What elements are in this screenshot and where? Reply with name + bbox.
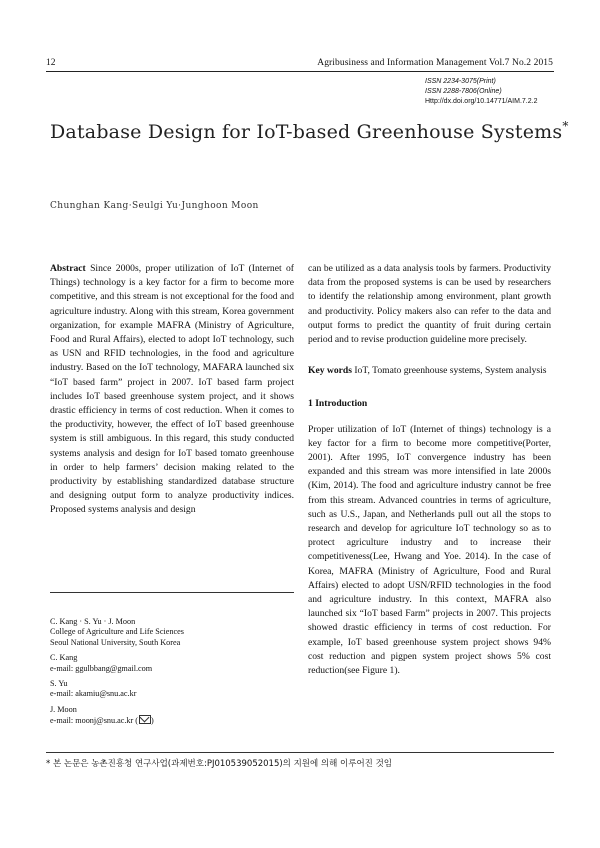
keywords-label: Key words	[308, 365, 352, 377]
page-number: 12	[46, 58, 56, 68]
author-kang	[50, 653, 300, 674]
author-kang-email[interactable]: e-mail: ggulbbang@gmail.com	[50, 663, 153, 673]
right-column	[308, 262, 551, 678]
funding-footnote: * 본 논문은 농촌진흥청 연구사업(과제번호:PJ010539052015)의 지원에 의해 이루어진 것임	[46, 759, 393, 769]
header-rule	[46, 71, 554, 72]
issn-print: ISSN 2234-3075(Print)	[425, 78, 496, 85]
affiliation-block	[50, 617, 300, 732]
abstract-left-column	[50, 262, 294, 518]
author-yu-email[interactable]: e-mail: akamiu@snu.ac.kr	[50, 689, 137, 699]
running-head: Agribusiness and Information Management Vol.7 No.2 2015	[317, 58, 553, 68]
keywords	[308, 364, 551, 378]
abstract-body-right: can be utilized as a data analysis tools by farmers. Productivity data from the proposed systems is can be used by researchers to identify the relationship among environment, plant growth and productivity. Policy makers also can refer to the data and output forms to predict the quantity of fruit during certain period and to revise production guideline more precisely.	[308, 263, 551, 346]
paper-title	[50, 121, 569, 143]
envelope-icon	[139, 715, 151, 724]
introduction-body: Proper utilization of IoT (Internet of things) technology is a key factor for a firm to become more competitive(Porter, 2001). After 1995, IoT convergence industry has been expanded and this stream was more intensified in late 2000s (Kim, 2014). The food and agriculture industry cannot be free from this stream. Advanced countries in terms of agriculture, such as U.S., Japan, and Netherlands pull out all the stops to research and develop for agriculture IoT technology so as to protect agriculture industry and to increase their competitiveness(Lee, Hwang and Yoe. 2014). In the case of Korea, MAFRA (Ministry of Agriculture, Food and Rural Affairs) elected to adopt USN/RFID technologies in the food and agriculture industry. In this context, MAFRA also launched six “IoT based Farm” projects in 2007. This projects showed drastic efficiency in terms of cost reduction. For example, IoT based greenhouse system project shows 94% cost reduction and pigpen system project shows 5% cost reduction(see Figure 1).	[308, 423, 551, 677]
abstract-label: Abstract	[50, 263, 86, 274]
affiliation-university: Seoul National University, South Korea	[50, 637, 181, 647]
author-kang-name: C. Kang	[50, 653, 78, 663]
affiliation-main	[50, 617, 300, 648]
doi-link[interactable]: Http://dx.doi.org/10.14771/AIM.7.2.2	[425, 98, 538, 105]
affiliation-rule	[50, 592, 294, 593]
keywords-text: IoT, Tomato greenhouse systems, System analysis	[351, 365, 547, 377]
issn-block	[425, 77, 537, 107]
issn-online: ISSN 2288-7806(Online)	[425, 88, 502, 95]
paper-title-text: Database Design for IoT-based Greenhouse Systems	[50, 121, 563, 143]
author-yu-name: S. Yu	[50, 679, 68, 689]
abstract-body-left: Since 2000s, proper utilization of IoT (Internet of Things) technology is a key factor for a firm to become more competitive, and this stream is not exceptional for the food and agriculture industry. Along with this stream, Korea government organization, for example MAFRA (Ministry of Agriculture, Food and Rural Affairs), elected to adopt IoT technology, such as USN and RFID technologies, in the food and agriculture industry. Based on the IoT technology, MAFARA launched six “IoT based farm” project in 2007. IoT based farm project includes IoT based greenhouse system project, and it shows drastic efficiency in terms of cost reduction. When it comes to the productivity, however, the effect of IoT based greenhouse system is still ambiguous. In this regard, this study conducted systems analysis and design for IoT based tomato greenhouse in order to help farmers’ decision making related to the productivity by establishing standardized database structure and designing output form to analyze productivity indices. Proposed systems analysis and design	[50, 263, 294, 516]
affiliation-authors: C. Kang · S. Yu · J. Moon	[50, 617, 136, 626]
author-moon	[50, 705, 300, 727]
author-yu	[50, 679, 300, 700]
author-moon-name: J. Moon	[50, 704, 77, 714]
abstract-paragraph	[50, 262, 294, 518]
footnote-rule	[46, 752, 554, 753]
title-footnote-marker[interactable]: *	[562, 119, 569, 133]
author-moon-email-close: )	[151, 716, 154, 726]
affiliation-college: College of Agriculture and Life Sciences	[50, 627, 184, 637]
author-moon-email[interactable]: e-mail: moonj@snu.ac.kr (	[50, 716, 139, 726]
section-heading-introduction: 1 Introduction	[308, 398, 368, 410]
author-list: Chunghan Kang·Seulgi Yu·Junghoon Moon	[50, 201, 259, 211]
